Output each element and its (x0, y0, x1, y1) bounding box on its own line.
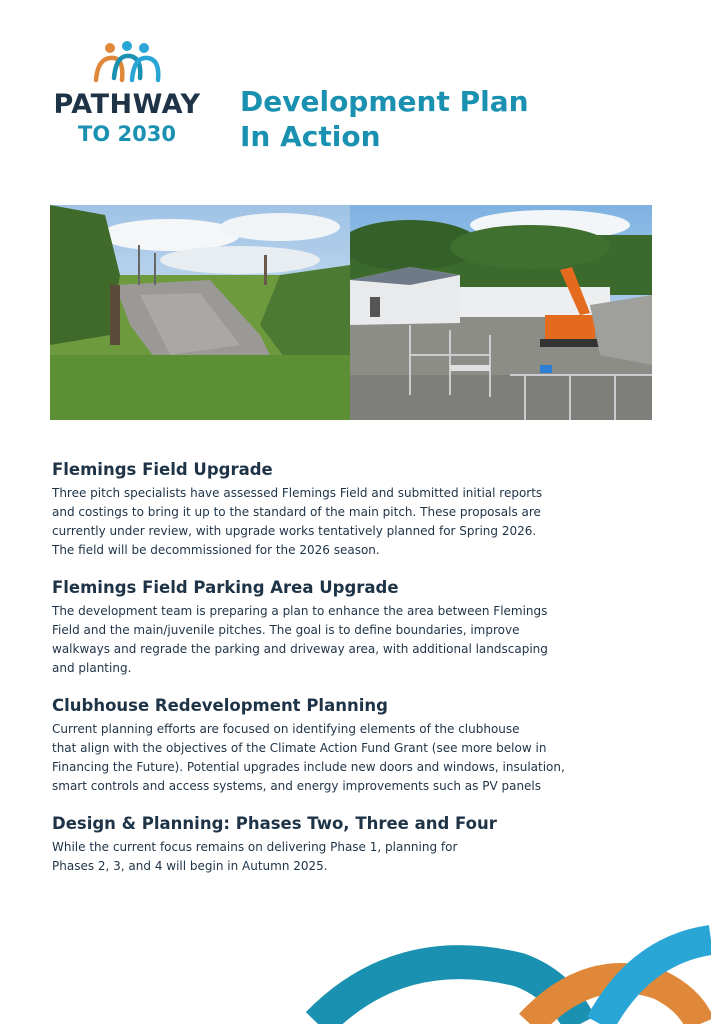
section-parking-area-upgrade (52, 576, 612, 678)
body-line: that align with the objectives of the Climate Action Fund Grant (see more below in (52, 741, 547, 755)
body-line: Field and the main/juvenile pitches. The goal is to define boundaries, improve (52, 623, 520, 637)
field-path-photo (50, 205, 350, 420)
body-line: and costings to bring it up to the standard of the main pitch. These proposals are (52, 505, 541, 519)
page-title-line-2: In Action (240, 120, 381, 153)
body-line: smart controls and access systems, and energy improvements such as PV panels (52, 779, 542, 793)
section-heading: Clubhouse Redevelopment Planning (52, 696, 388, 715)
body-line: Three pitch specialists have assessed Flemings Field and submitted initial reports (52, 486, 543, 500)
logo-wordmark-to-2030: TO 2030 (78, 122, 176, 146)
body-line: currently under review, with upgrade works tentatively planned for Spring 2026. (52, 524, 537, 538)
body-line: While the current focus remains on delivering Phase 1, planning for (52, 840, 458, 854)
body-line: The development team is preparing a plan to enhance the area between Flemings (52, 604, 548, 618)
logo-wordmark-pathway: PATHWAY (53, 89, 201, 120)
section-heading: Flemings Field Upgrade (52, 460, 273, 479)
photo-strip (50, 205, 652, 420)
construction-site-photo (350, 205, 652, 420)
body-line: Phases 2, 3, and 4 will begin in Autumn 2025. (52, 859, 328, 873)
people-icon (88, 40, 166, 86)
body-line: walkways and regrade the parking and driveway area, with additional landscaping (52, 642, 548, 656)
body-line: Current planning efforts are focused on identifying elements of the clubhouse (52, 722, 520, 736)
body-line: and planting. (52, 661, 132, 675)
section-body (52, 838, 612, 876)
section-body (52, 602, 612, 678)
page-title-line-1: Development Plan (240, 85, 529, 118)
body-line: Financing the Future). Potential upgrades include new doors and windows, insulation, (52, 760, 565, 774)
section-body (52, 720, 612, 796)
section-heading: Design & Planning: Phases Two, Three and Four (52, 814, 497, 833)
section-heading: Flemings Field Parking Area Upgrade (52, 578, 399, 597)
section-clubhouse-redevelopment (52, 694, 612, 796)
content-sections (52, 458, 612, 892)
section-design-planning-phases (52, 812, 612, 876)
section-body (52, 484, 612, 560)
page-title (240, 84, 529, 154)
pathway-2030-logo (46, 40, 208, 148)
section-flemings-field-upgrade (52, 458, 612, 560)
body-line: The field will be decommissioned for the 2026 season. (52, 543, 380, 557)
